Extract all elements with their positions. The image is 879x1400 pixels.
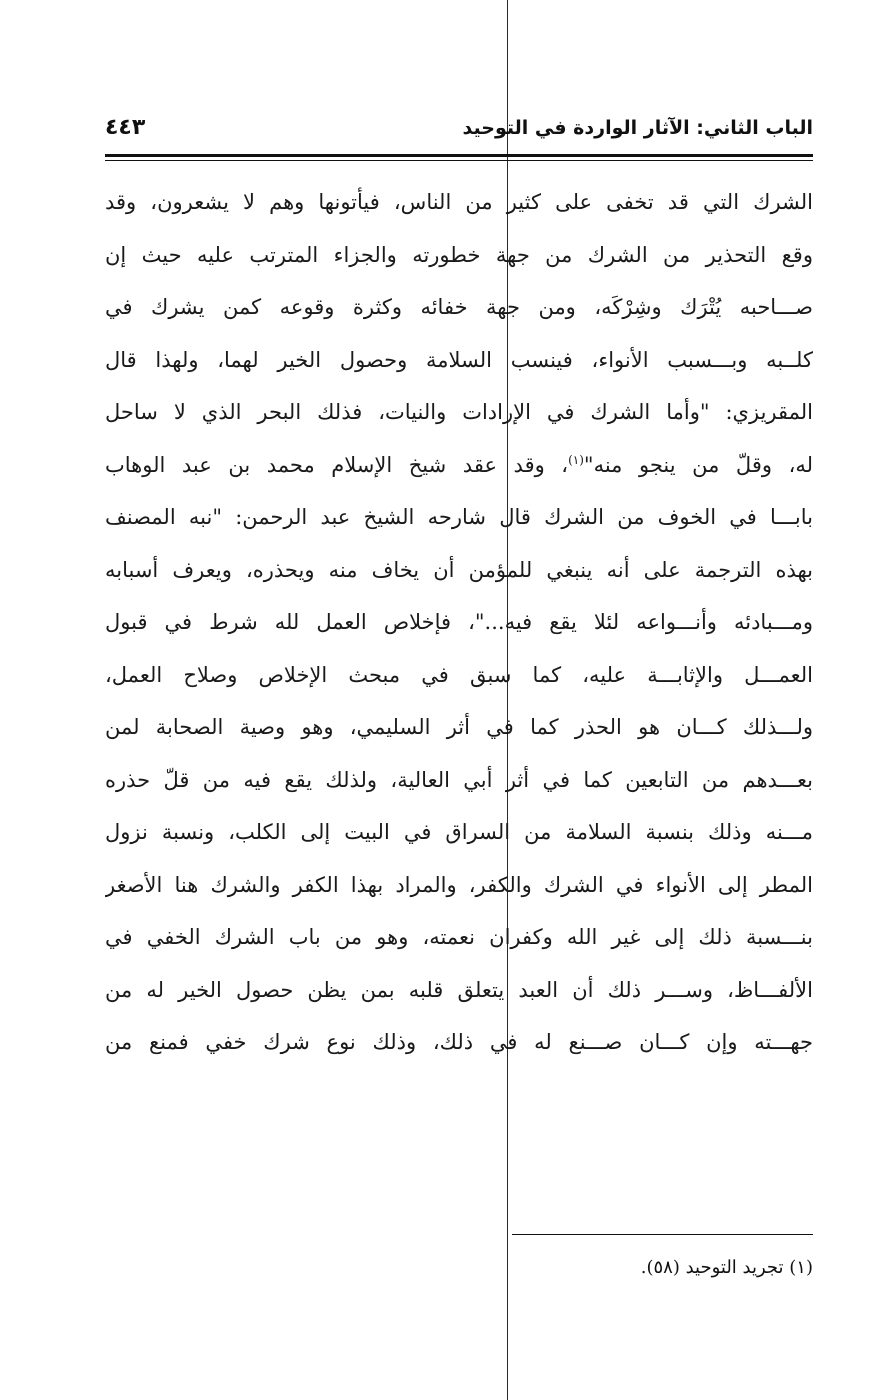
footnote-reference[interactable]: (١) xyxy=(568,452,584,467)
text-line: العمـــل والإثابـــة عليه، كما سبق في مبحث الإخلاص وصلاح العمل، xyxy=(105,662,813,687)
text-line: المقريزي: "وأما الشرك في الإرادات والنيات، فذلك البحر الذي لا ساحل xyxy=(105,400,813,424)
text-line: كلــبه وبـــسبب الأنواء، فينسب السلامة وحصول الخير لهما، ولهذا قال xyxy=(105,347,813,372)
footnote: (١) تجريد التوحيد (٥٨). xyxy=(640,1257,813,1278)
text-line: ولـــذلك كـــان هو الحذر كما في أثر السليمي، وهو وصية الصحابة لمن xyxy=(105,715,813,739)
text-line-with-footnote xyxy=(105,439,813,492)
text-line: جهـــته وإن كـــان صـــنع له في ذلك، وذلك نوع شرك خفي فمنع من xyxy=(105,1030,813,1054)
text-line: المطر إلى الأنواء في الشرك والكفر، والمراد بهذا الكفر والشرك هنا الأصغر xyxy=(105,872,813,897)
text-line: ومـــبادئه وأنـــواعه لئلا يقع فيه..."، فإخلاص العمل لله شرط في قبول xyxy=(105,610,813,634)
text-line: وقع التحذير من الشرك من جهة خطورته والجزاء المترتب عليه حيث إن xyxy=(105,242,813,267)
line-text: له، وقلّ من ينجو منه" xyxy=(583,452,813,477)
page-header xyxy=(105,112,813,148)
text-line: بعـــدهم من التابعين كما في أثر أبي العالية، ولذلك يقع فيه من قلّ حذره xyxy=(105,767,813,792)
chapter-title: الباب الثاني: الآثار الواردة في التوحيد xyxy=(462,117,813,139)
body-text xyxy=(105,176,813,1069)
text-line: الألفـــاظ، وســـر ذلك أن العبد يتعلق قلبه بمن يظن حصول الخير له من xyxy=(105,977,813,1002)
header-rule-thin xyxy=(105,160,813,161)
text-line: بابـــا في الخوف من الشرك قال شارحه الشيخ عبد الرحمن: "نبه المصنف xyxy=(105,505,813,529)
footnote-rule xyxy=(512,1234,813,1235)
line-text-tail: ، وقد عقد شيخ الإسلام محمد بن عبد الوهاب xyxy=(105,452,569,477)
header-rule xyxy=(105,154,813,157)
text-line: بنـــسبة ذلك إلى غير الله وكفران نعمته، وهو من باب الشرك الخفي في xyxy=(105,925,813,949)
text-line: مـــنه وذلك بنسبة السلامة من السراق في البيت إلى الكلب، ونسبة نزول xyxy=(105,820,813,844)
page-number: ٤٤٣ xyxy=(105,115,146,140)
text-line: صـــاحبه يُتْرَك وشِرْكَه، ومن جهة خفائه وكثرة وقوعه كمن يشرك في xyxy=(105,295,813,319)
text-line: بهذه الترجمة على أنه ينبغي للمؤمن أن يخاف منه ويحذره، ويعرف أسبابه xyxy=(105,557,813,582)
text-line: الشرك التي قد تخفى على كثير من الناس، فيأتونها وهم لا يشعرون، وقد xyxy=(105,190,813,214)
